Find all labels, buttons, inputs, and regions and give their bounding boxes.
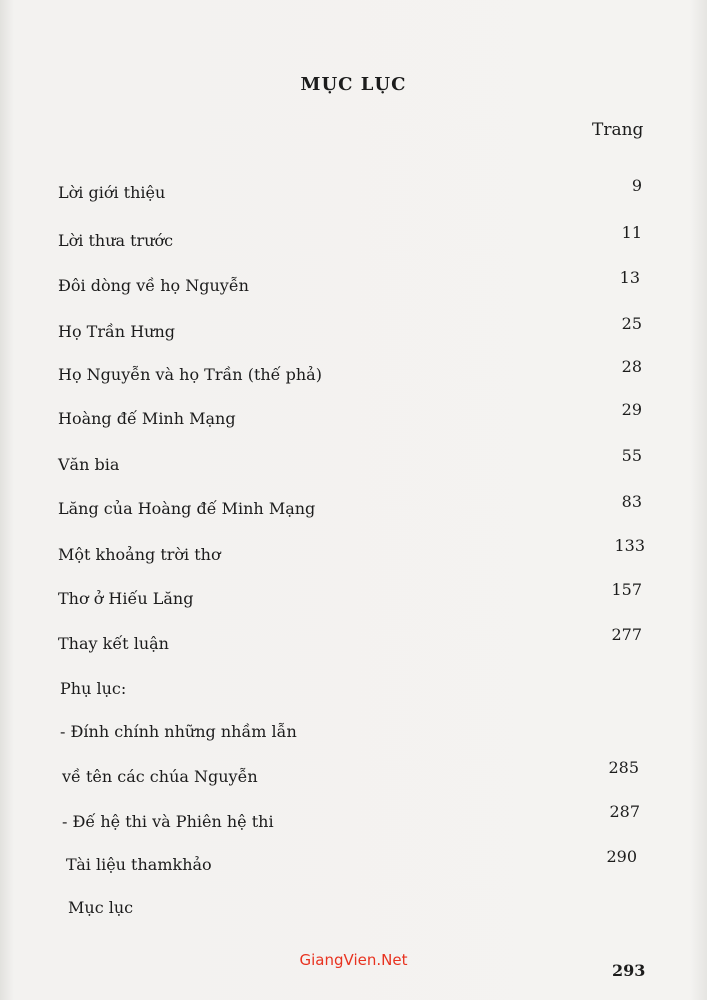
toc-entry-title: Đôi dòng về họ Nguyễn	[58, 276, 249, 295]
toc-entry-title: Lời giới thiệu	[58, 183, 166, 202]
toc-entry-title: Tài liệu thamkhảo	[66, 855, 212, 874]
toc-entry-page: 25	[621, 314, 642, 333]
toc-entry-page: 13	[619, 268, 640, 287]
toc-entry-page: 11	[621, 223, 642, 242]
toc-entry-title: Văn bia	[58, 455, 120, 474]
toc-entry-title: Lời thưa trước	[58, 231, 174, 250]
toc-entry-title: Thay kết luận	[58, 634, 169, 653]
toc-entry-page: 287	[609, 802, 640, 821]
page-column-heading: Trang	[592, 120, 644, 140]
toc-entry-page: 133	[614, 536, 645, 555]
watermark: GiangVien.Net	[299, 951, 408, 969]
toc-entry-page: 290	[606, 847, 637, 866]
toc-entry-title: - Đế hệ thi và Phiên hệ thi	[62, 812, 274, 831]
toc-entry-title: Họ Trần Hưng	[58, 322, 175, 341]
toc-entry-page: 28	[621, 357, 642, 376]
toc-entry-title: - Đính chính những nhầm lẫn	[60, 722, 297, 741]
page-number: 293	[612, 961, 646, 980]
toc-entry-page: 29	[621, 400, 642, 419]
page-title: MỤC LỤC	[300, 74, 407, 95]
toc-entry-page: 55	[621, 446, 642, 465]
toc-entry-title: Thơ ở Hiếu Lăng	[58, 589, 194, 608]
toc-entry-page: 277	[611, 625, 642, 644]
toc-entry-page: 83	[621, 492, 642, 511]
toc-entry-title: Mục lục	[68, 898, 134, 917]
toc-entry-page: 285	[608, 758, 639, 777]
toc-entry-title: Họ Nguyễn và họ Trần (thế phả)	[58, 365, 322, 384]
toc-entry-title: Lăng của Hoàng đế Minh Mạng	[58, 499, 316, 518]
toc-entry-title: về tên các chúa Nguyễn	[62, 767, 258, 786]
toc-entry-title: Phụ lục:	[60, 679, 127, 698]
toc-entry-title: Một khoảng trời thơ	[58, 545, 221, 564]
toc-entry-page: 157	[611, 580, 642, 599]
toc-entry-page: 9	[631, 176, 642, 195]
toc-entry-title: Hoàng đế Minh Mạng	[58, 409, 236, 428]
